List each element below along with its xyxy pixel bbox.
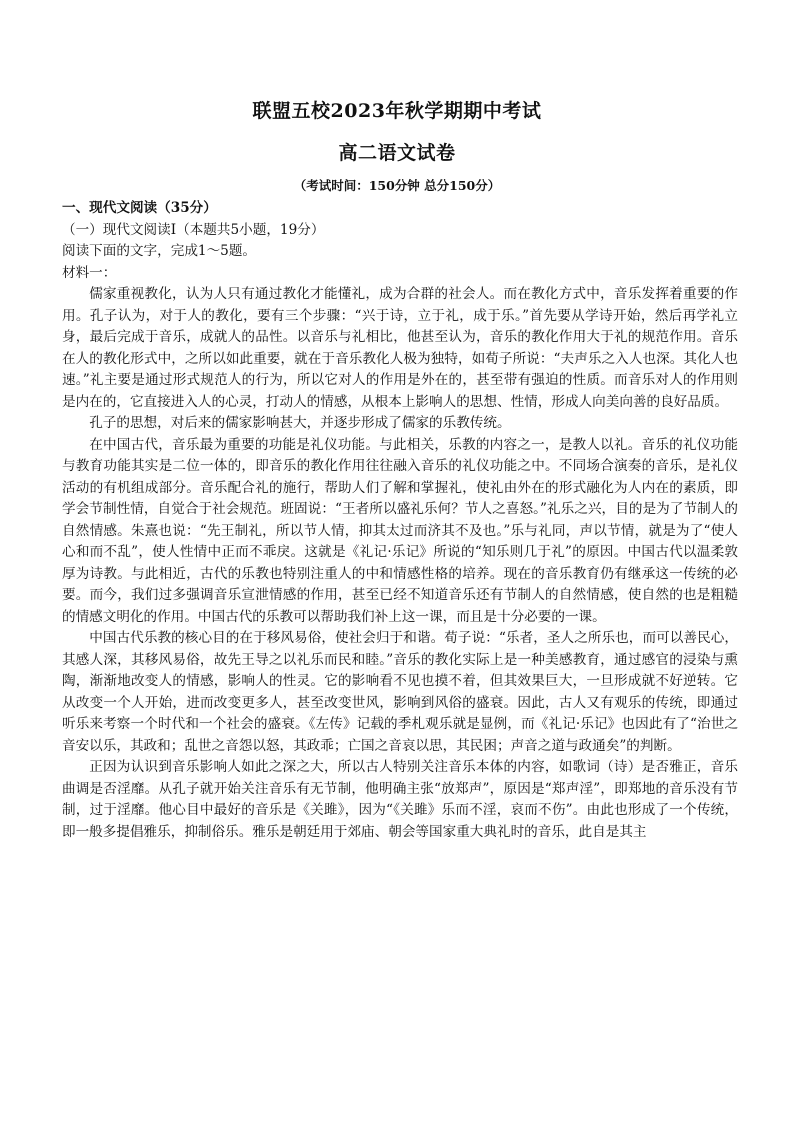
material-label: 材料一： xyxy=(62,264,117,281)
paragraph-1: 儒家重视教化，认为人只有通过教化才能懂礼，成为合群的社会人。而在教化方式中，音乐发挥着重要的作用。孔子认为，对于人的教化，要有三个步骤：“兴于诗，立于礼，成于乐。”首先要从学诗开始，然后再学礼立身，最后完成于音乐，成就人的品性。以音乐与礼相比，他甚至认为，音乐的教化作用大于礼的规范作用。音乐在人的教化形式中，之所以如此重要，就在于音乐教化人极为独特，如荀子所说：“夫声乐之入人也深。其化人也速。”礼主要是通过形式规范人的行为，所以它对人的作用是外在的，甚至带有强迫的性质。而音乐对人的作用则是内在的，它直接进入人的心灵，打动人的情感，从根本上影响人的思想、性情，形成人向美向善的良好品质。 xyxy=(62,286,738,410)
exam-subtitle: 高二语文试卷 xyxy=(338,142,456,164)
reading-section xyxy=(62,198,738,843)
paragraph-3: 在中国古代，音乐最为重要的功能是礼仪功能。与此相关，乐教的内容之一，是教人以礼。音乐的礼仪功能与教育功能其实是二位一体的，即音乐的教化作用往往融入音乐的礼仪功能之中。不同场合演奏的音乐，是礼仪活动的有机组成部分。音乐配合礼的施行，帮助人们了解和掌握礼，使礼由外在的形式融化为人内在的素质，即学会节制性情，自觉合于社会规范。班固说：“王者所以盛礼乐何？节人之喜怒。”礼乐之兴，目的是为了节制人的自然情感。朱熹也说：“先王制礼，所以节人情，抑其太过而济其不及也。”乐与礼同，声以节情，就是为了“使人心和而不乱”，使人性情中正而不乖戾。这就是《礼记·乐记》所说的“知乐则几于礼”的原因。中国古代以温柔敦厚为诗教。与此相近，古代的乐教也特别注重人的中和情感性格的培养。现在的音乐教育仍有继承这一传统的必要。而今，我们过多强调音乐宣泄情感的作用，甚至已经不知道音乐还有节制人的自然情感，使自然的也是粗糙的情感文明化的作用。中国古代的乐教可以帮助我们补上这一课，而且是十分必要的一课。 xyxy=(62,436,738,625)
paragraph-5: 正因为认识到音乐影响人如此之深之大，所以古人特别关注音乐本体的内容，如歌词（诗）是否雅正，音乐曲调是否淫靡。从孔子就开始关注音乐有无节制，他明确主张“放郑声”，原因是“郑声淫”，即郑地的音乐没有节制，过于淫靡。他心目中最好的音乐是《关雎》，因为“《关雎》乐而不淫，哀而不伤”。由此也形成了一个传统，即一般多提倡雅乐，抑制俗乐。雅乐是朝廷用于郊庙、朝会等国家重大典礼时的音乐，此自是其主 xyxy=(62,759,738,840)
paragraph-2: 孔子的思想，对后来的儒家影响甚大，并逐步形成了儒家的乐教传统。 xyxy=(89,415,511,431)
section-heading: 一、现代文阅读（35分） xyxy=(62,200,217,216)
paragraph-4: 中国古代乐教的核心目的在于移风易俗，使社会归于和谐。荀子说：“乐者，圣人之所乐也，而可以善民心，其感人深，其移风易俗，故先王导之以礼乐而民和睦。”音乐的教化实际上是一种美感教育，通过感官的浸染与熏陶，渐渐地改变人的情感，影响人的性灵。它的影响看不见也摸不着，但其效果巨大，一旦形成就不好逆转。它从改变一个人开始，进而改变更多人，甚至改变世风，影响到风俗的盛衰。因此，古人又有观乐的传统，即通过听乐来考察一个时代和一个社会的盛衰。《左传》记载的季札观乐就是显例，而《礼记·乐记》也因此有了“治世之音安以乐，其政和；乱世之音怨以怒，其政乖；亡国之音哀以思，其民困；声音之道与政通矣”的判断。 xyxy=(62,630,738,754)
exam-time-info: （考试时间：150分钟 总分150分） xyxy=(293,178,501,193)
part-heading: （一）现代文阅读Ⅰ（本题共5小题，19分） xyxy=(62,221,325,238)
reading-instruction: 阅读下面的文字，完成1～5题。 xyxy=(62,243,257,259)
exam-title: 联盟五校2023年秋学期期中考试 xyxy=(252,100,542,122)
